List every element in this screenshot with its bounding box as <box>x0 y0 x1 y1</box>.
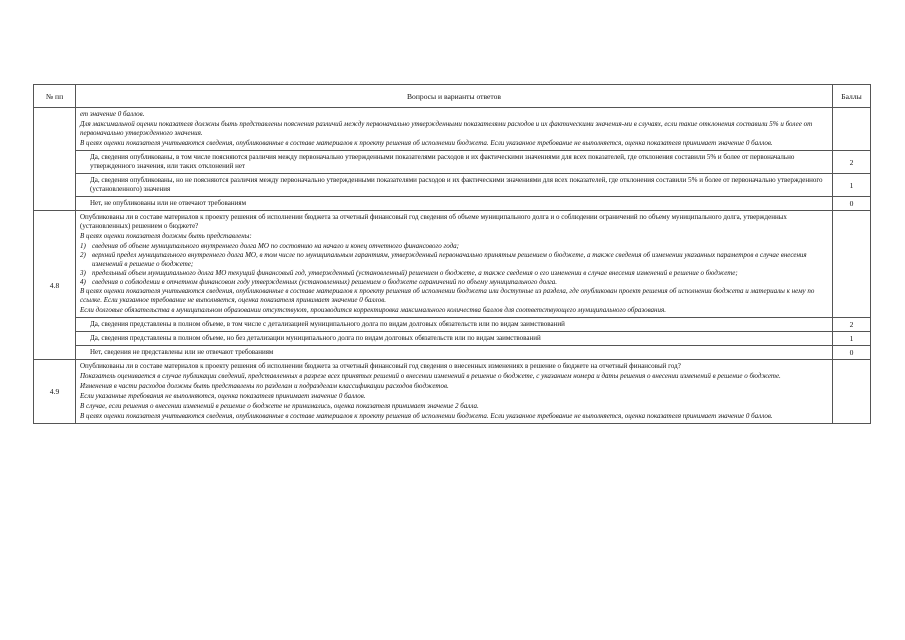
header-num: № пп <box>34 85 76 108</box>
answer-option-row <box>34 174 871 197</box>
note-text: ет значение 0 баллов. <box>80 110 145 118</box>
table-row <box>34 211 871 318</box>
answer-points: 2 <box>833 318 871 332</box>
question-text: Опубликованы ли в составе материалов к проекту решения об исполнении бюджета за отчетный финансовый год сведения о внесенных изменениях в решение о бюджете на отчетный финансовый год? <box>80 362 681 370</box>
table-header-row <box>34 85 871 108</box>
question-cell <box>76 360 833 424</box>
answer-option-text: Да, сведения опубликованы, но не поясняются различия между первоначально утвержденными показателями расходов и их фактическими значениями для всех показателей, где отклонения составили 5% и более от первоначально утвержденного (установленного) значения <box>76 174 833 197</box>
list-item: 1) сведения об объеме муниципального внутреннего долга МО по состоянию на начало и конец отчетного финансового года; <box>80 242 459 250</box>
answer-points: 0 <box>833 346 871 360</box>
table-row <box>34 360 871 424</box>
note-text: В целях оценки показателя должны быть представлены: <box>80 232 252 240</box>
answer-points: 2 <box>833 151 871 174</box>
answer-option-text: Нет, сведения не представлены или не отвечают требованиям <box>76 346 833 360</box>
list-item: 4) сведения о соблюдении в отчетном финансовом году утвержденных (установленных) решением о бюджете ограничений по объему муниципального долга. <box>80 278 557 286</box>
assessment-table-container <box>33 84 871 424</box>
answer-option-row <box>34 346 871 360</box>
header-question: Вопросы и варианты ответов <box>76 85 833 108</box>
note-text: Если указанные требования не выполняются, оценка показателя принимает значение 0 баллов. <box>80 392 366 400</box>
question-cell <box>76 211 833 318</box>
answer-option-row <box>34 197 871 211</box>
question-number: 4.9 <box>34 360 76 424</box>
note-text: В целях оценки показателя учитываются сведения, опубликованные в составе материалов к проекту решения об исполнении бюджета. Если указанное требование не выполняется, оценка показателя принимает значение 0 баллов. <box>80 412 773 420</box>
points-cell <box>833 211 871 318</box>
header-points: Баллы <box>833 85 871 108</box>
points-cell <box>833 360 871 424</box>
note-text: Изменения в части расходов должны быть представлены по разделам и подразделам классификации расходов бюджетов. <box>80 382 449 390</box>
answer-option-text: Да, сведения представлены в полном объеме, но без детализации муниципального долга по видам долговых обязательств или по видам заимствований <box>76 332 833 346</box>
answer-option-text: Да, сведения представлены в полном объеме, в том числе с детализацией муниципального долга по видам долговых обязательств или по видам заимствований <box>76 318 833 332</box>
answer-option-row <box>34 332 871 346</box>
note-text: В случае, если решения о внесении изменений в решение о бюджете не принимались, оценка показателя принимает значение 2 балла. <box>80 402 479 410</box>
row-num <box>34 108 76 211</box>
note-text: Для максимальной оценки показателя должны быть представлены пояснения различий между первоначально утвержденными показателями расходов и их фактическими значения-ми в случаях, если такие отклонения составили 5% и более от первоначально утвержденного значения. <box>80 120 813 137</box>
note-text: Показатель оценивается в случае публикации сведений, представленных в разрезе всех принятых решений о внесении изменений в решение о бюджете, с указанием номера и даты решения о внесении изменений в решение о бюджете. <box>80 372 781 380</box>
note-text: В целях оценки показателя учитываются сведения, опубликованные в составе материалов к проекту решения об исполнении бюджета или доступные из раздела, где опубликован проект решения об исполнении бюджета и материалы к нему по ссылке. Если указанное требование не выполняется, оценка показателя принимает значение 0 баллов. <box>80 287 815 304</box>
answer-option-row <box>34 151 871 174</box>
answer-points: 1 <box>833 332 871 346</box>
answer-points: 0 <box>833 197 871 211</box>
list-item: 2) верхний предел муниципального внутреннего долга МО, в том числе по муниципальным гарантиям, утвержденный первоначально принятым решением о бюджете, а также сведения об изменении указанных параметров в случае внесения изменений в решение о бюджете; <box>80 251 807 268</box>
question-text: Опубликованы ли в составе материалов к проекту решения об исполнении бюджета за отчетный финансовый год сведения об объеме муниципального долга и о соблюдении ограничений по объему муниципального долга, утвержденных (установленных) решением о бюджете? <box>80 213 787 230</box>
question-number: 4.8 <box>34 211 76 360</box>
points-cell <box>833 108 871 151</box>
answer-option-row <box>34 318 871 332</box>
answer-option-text: Нет, не опубликованы или не отвечают требованиям <box>76 197 833 211</box>
question-cell <box>76 108 833 151</box>
note-text: Если долговые обязательства в муниципальном образовании отсутствуют, производится корректировка максимального количества баллов для соответствующего муниципального образования. <box>80 306 667 314</box>
answer-option-text: Да, сведения опубликованы, в том числе поясняются различия между первоначально утвержденными показателями расходов и их фактическими значениями для всех показателей, где отклонения составили 5% и более от первоначально утвержденного значения, или таких отклонений нет <box>76 151 833 174</box>
assessment-table <box>33 84 871 424</box>
table-row <box>34 108 871 151</box>
answer-points: 1 <box>833 174 871 197</box>
list-item: 3) предельный объем муниципального долга МО текущий финансовый год, утвержденный (установленный) решением о бюджете, а также сведения о его изменении в случае внесения изменений в решение о бюджете; <box>80 269 738 277</box>
note-text: В целях оценки показателя учитываются сведения, опубликованные в составе материалов к проекту решения об исполнении бюджета. Если указанное требование не выполняется, оценка показателя принимает значение 0 баллов. <box>80 139 773 147</box>
